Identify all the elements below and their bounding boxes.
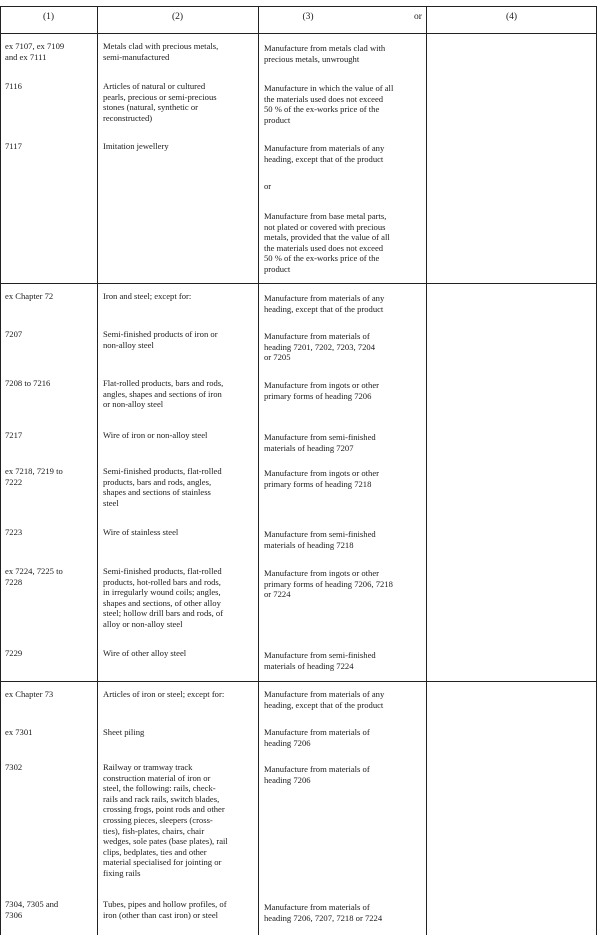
row-description: Sheet piling <box>103 727 145 737</box>
row-code: ex 7218, 7219 to 7222 <box>5 466 63 487</box>
row-rule: Manufacture from ingots or other primary forms of heading 7206, 7218 or 7224 <box>264 568 393 600</box>
row-code: 7223 <box>5 527 23 537</box>
row-rule: Manufacture from metals clad with precious metals, unwrought <box>264 43 386 64</box>
row-rule: Manufacture from semi-finished materials of heading 7224 <box>264 650 376 671</box>
section-divider <box>0 681 597 682</box>
row-description: Articles of iron or steel; except for: <box>103 689 225 699</box>
column-header-1: (1) <box>42 12 55 22</box>
row-code: ex Chapter 72 <box>5 291 54 301</box>
row-rule: Manufacture from semi-finished materials of heading 7218 <box>264 529 376 550</box>
column-divider <box>97 6 98 935</box>
row-description: Metals clad with precious metals, semi-manufactured <box>103 41 219 62</box>
row-code: 7304, 7305 and 7306 <box>5 899 59 920</box>
row-code: 7217 <box>5 430 23 440</box>
row-code: 7116 <box>5 81 22 91</box>
row-description: Semi-finished products, flat-rolled products, hot-rolled bars and rods, in irregularly wound coils; angles, shapes and sections, of other alloy steel; hollow drill bars and rods, of alloy or non-alloy steel <box>103 566 224 629</box>
row-rule: Manufacture from ingots or other primary forms of heading 7218 <box>264 468 380 489</box>
row-rule: Manufacture from materials of heading 7201, 7202, 7203, 7204 or 7205 <box>264 331 375 363</box>
row-description: Flat-rolled products, bars and rods, angles, shapes and sections of iron or non-alloy steel <box>103 378 224 410</box>
row-rule: Manufacture from materials of any heading, except that of the product <box>264 293 385 314</box>
row-description: Wire of other alloy steel <box>103 648 187 658</box>
row-description: Semi-finished products, flat-rolled products, bars and rods, angles, shapes and sections of stainless steel <box>103 466 222 508</box>
row-or-text: or <box>264 181 272 191</box>
row-code: ex 7301 <box>5 727 33 737</box>
row-rule: Manufacture from materials of any heading, except that of the product <box>264 689 385 710</box>
row-rule: Manufacture in which the value of all the materials used does not exceed 50 % of the ex-works price of the product <box>264 83 394 125</box>
column-divider <box>426 6 427 935</box>
header-divider <box>0 33 597 34</box>
row-description: Tubes, pipes and hollow profiles, of iron (other than cast iron) or steel <box>103 899 227 920</box>
column-header-4: (4) <box>505 12 518 22</box>
row-description: Wire of iron or non-alloy steel <box>103 430 208 440</box>
row-code: 7117 <box>5 141 22 151</box>
row-rule: Manufacture from materials of heading 7206, 7207, 7218 or 7224 <box>264 902 383 923</box>
row-code: 7207 <box>5 329 23 339</box>
row-description: Articles of natural or cultured pearls, precious or semi-precious stones (natural, synthetic or reconstructed) <box>103 81 217 123</box>
row-description: Iron and steel; except for: <box>103 291 192 301</box>
row-description: Semi-finished products of iron or non-alloy steel <box>103 329 218 350</box>
column-header-2: (2) <box>171 12 184 22</box>
row-description: Imitation jewellery <box>103 141 169 151</box>
row-code: ex 7107, ex 7109 and ex 7111 <box>5 41 65 62</box>
row-code: ex 7224, 7225 to 7228 <box>5 566 63 587</box>
row-rule-alternative: Manufacture from base metal parts, not plated or covered with precious metals, provided that the value of all the materials used does not exceed 50 % of the ex-works price of the product <box>264 211 390 274</box>
row-description: Railway or tramway track construction material of iron or steel, the following: rails, check- rails and rack rails, switch blades, crossing frogs, point rods and other crossing pieces, sleepers (cross- ties), fish-plates, chairs, chair wedges, sole pates (base plates), rail clips, bedplates, ties and other material specialised for jointing or fixing rails <box>103 762 228 878</box>
row-rule: Manufacture from materials of heading 7206 <box>264 764 370 785</box>
row-rule: Manufacture from materials of any heading, except that of the product <box>264 143 385 164</box>
row-code: 7208 to 7216 <box>5 378 51 388</box>
row-rule: Manufacture from semi-finished materials of heading 7207 <box>264 432 376 453</box>
row-code: 7302 <box>5 762 23 772</box>
column-header-3: (3) <box>302 12 314 22</box>
column-divider <box>258 6 259 935</box>
column-header-or: or <box>414 12 422 22</box>
row-rule: Manufacture from ingots or other primary forms of heading 7206 <box>264 380 380 401</box>
row-rule: Manufacture from materials of heading 7206 <box>264 727 370 748</box>
section-divider <box>0 283 597 284</box>
row-description: Wire of stainless steel <box>103 527 179 537</box>
row-code: 7229 <box>5 648 23 658</box>
row-code: ex Chapter 73 <box>5 689 54 699</box>
